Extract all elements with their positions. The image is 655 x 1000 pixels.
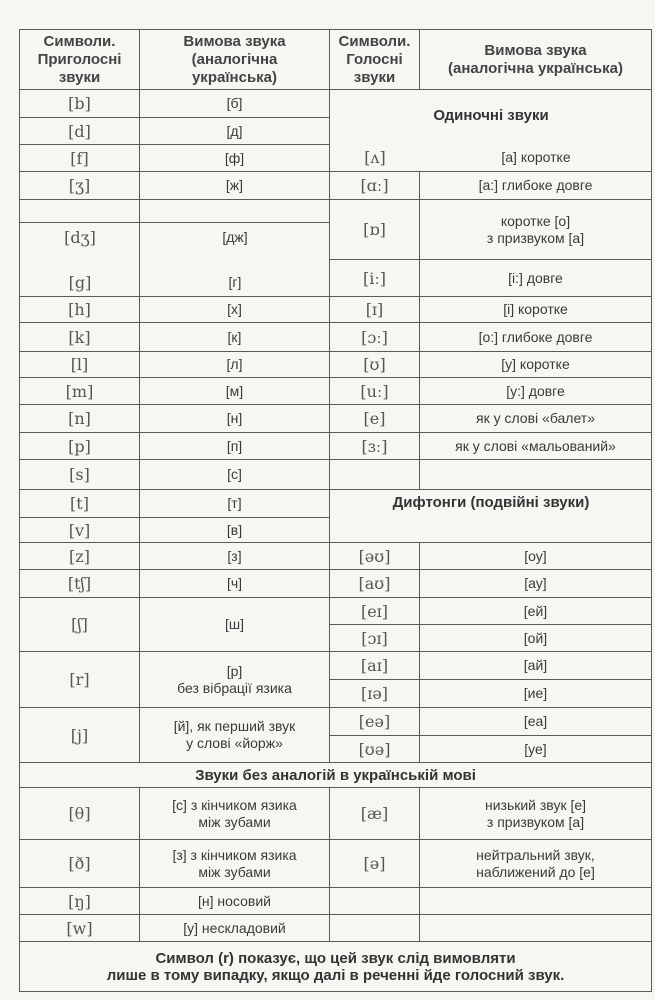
- vowel-sound: як у слові «балет»: [419, 404, 652, 433]
- consonant-symbol: [ð]: [19, 839, 140, 888]
- consonant-sound: [д]: [139, 117, 330, 145]
- consonant-symbol: [m]: [19, 377, 140, 405]
- header-consonant-symbols: Символи. Приголосні звуки: [19, 29, 140, 90]
- diphthong-symbol: [ɪə]: [329, 679, 420, 708]
- consonant-sound: [х]: [139, 296, 330, 323]
- consonant-symbol: [v]: [19, 517, 140, 543]
- vowel-symbol: [329, 914, 420, 942]
- consonant-sound: [л]: [139, 351, 330, 378]
- vowel-symbol: [ɔː]: [329, 322, 420, 352]
- consonant-sound: [дж]: [222, 229, 248, 245]
- consonant-sound: [г]: [228, 274, 242, 290]
- vowel-sound: [а:] глибоке довге: [419, 171, 652, 200]
- consonant-symbol: [t]: [19, 489, 140, 518]
- diphthong-sound: [еа]: [419, 707, 652, 736]
- vowel-symbol: [329, 887, 420, 915]
- consonant-symbol: [r]: [19, 651, 140, 708]
- consonant-sound: [м]: [139, 377, 330, 405]
- consonant-sound: [у] нескладовий: [139, 914, 330, 942]
- vowel-symbol: [iː]: [329, 259, 420, 297]
- vowel-symbol: [uː]: [329, 377, 420, 405]
- consonant-symbol: [ŋ]: [19, 887, 140, 915]
- vowel-sound: [а] коротке: [501, 149, 571, 165]
- consonant-symbol: [w]: [19, 914, 140, 942]
- diphthong-sound: [оу]: [419, 542, 652, 570]
- consonant-symbol: [n]: [19, 404, 140, 433]
- vowel-sound: [о:] глибоке довге: [419, 322, 652, 352]
- consonant-symbol: [ʃ]: [19, 597, 140, 652]
- diphthong-sound: [ие]: [419, 679, 652, 708]
- consonant-sound: [139, 199, 330, 223]
- consonant-sound: [ш]: [139, 597, 330, 652]
- diphthong-sound: [ай]: [419, 651, 652, 680]
- consonant-sound: [к]: [139, 322, 330, 352]
- consonant-symbol: [s]: [19, 459, 140, 490]
- vowel-symbol: [ɒ]: [329, 199, 420, 260]
- vowel-symbol: [329, 459, 420, 490]
- header-vowel-sound: Вимова звука (аналогічна українська): [419, 29, 652, 90]
- diphthong-symbol: [eə]: [329, 707, 420, 736]
- vowel-sound: коротке [о] з призвуком [а]: [419, 199, 652, 260]
- footer-note: Символ (r) показує, що цей звук слід вимовляти лише в тому випадку, якщо далі в реченні йде голосний звук.: [19, 941, 652, 992]
- consonant-sound: [й], як перший звук у слові «йорж»: [139, 707, 330, 763]
- consonant-symbol: [ʒ]: [19, 171, 140, 200]
- diphthong-symbol: [əʊ]: [329, 542, 420, 570]
- consonant-sound: [с]: [139, 459, 330, 490]
- section-title-single-vowels: Одиночні звуки: [433, 107, 549, 124]
- consonant-sound: [р] без вібрації язика: [139, 651, 330, 708]
- diphthong-sound: [ой]: [419, 624, 652, 652]
- vowel-sound: [у:] довге: [419, 377, 652, 405]
- vowel-sound: [у] коротке: [419, 351, 652, 378]
- diphthong-symbol: [ʊə]: [329, 735, 420, 763]
- vowel-sound: як у слові «мальований»: [419, 432, 652, 460]
- diphthong-sound: [ей]: [419, 597, 652, 625]
- vowel-symbol: [ɪ]: [329, 296, 420, 323]
- header-vowel-symbols: Символи. Голосні звуки: [329, 29, 420, 90]
- vowel-symbol: [ʊ]: [329, 351, 420, 378]
- consonant-sound: [н]: [139, 404, 330, 433]
- consonant-sound: [ж]: [139, 171, 330, 200]
- vowel-symbol: [æ]: [329, 787, 420, 840]
- consonant-symbol: [z]: [19, 542, 140, 570]
- vowel-sound: низький звук [е] з призвуком [а]: [419, 787, 652, 840]
- vowel-symbol: [ɑː]: [329, 171, 420, 200]
- consonant-symbol: [l]: [19, 351, 140, 378]
- vowel-symbol: [ɜː]: [329, 432, 420, 460]
- consonant-symbol: [f]: [19, 144, 140, 172]
- consonant-symbol: [dʒ]: [64, 228, 96, 247]
- diphthong-symbol: [aɪ]: [329, 651, 420, 680]
- section-title-diphthongs: Дифтонги (подвійні звуки): [392, 494, 590, 511]
- vowel-symbol: [ə]: [329, 839, 420, 888]
- consonant-sound: [ф]: [139, 144, 330, 172]
- consonant-symbol: [θ]: [19, 787, 140, 840]
- diphthong-sound: [уе]: [419, 735, 652, 763]
- vowel-sound: [419, 459, 652, 490]
- vowel-sound: [419, 914, 652, 942]
- header-consonant-sound: Вимова звука (аналогічна українська): [139, 29, 330, 90]
- consonant-sound: [б]: [139, 89, 330, 118]
- consonant-symbol: [g]: [68, 273, 92, 292]
- vowel-sound: [і:] довге: [419, 259, 652, 297]
- consonant-sound: [н] носовий: [139, 887, 330, 915]
- consonant-sound: [з]: [139, 542, 330, 570]
- consonant-sound: [п]: [139, 432, 330, 460]
- vowel-symbol: [ʌ]: [364, 148, 386, 167]
- consonant-sound: [в]: [139, 517, 330, 543]
- consonant-sound: [з] з кінчиком язика між зубами: [139, 839, 330, 888]
- consonant-symbol: [b]: [19, 89, 140, 118]
- vowel-sound: [419, 887, 652, 915]
- diphthong-sound: [ау]: [419, 569, 652, 598]
- consonant-symbol: [j]: [19, 707, 140, 763]
- diphthong-symbol: [ɔɪ]: [329, 624, 420, 652]
- consonant-sound: [ч]: [139, 569, 330, 598]
- consonant-symbol: [tʃ]: [19, 569, 140, 598]
- consonant-symbol: [k]: [19, 322, 140, 352]
- consonant-sound: [с] з кінчиком язика між зубами: [139, 787, 330, 840]
- diphthong-symbol: [aʊ]: [329, 569, 420, 598]
- consonant-sound: [т]: [139, 489, 330, 518]
- diphthong-symbol: [eɪ]: [329, 597, 420, 625]
- vowel-sound: нейтральний звук, наближений до [е]: [419, 839, 652, 888]
- section-title-no-analog: Звуки без аналогій в українській мові: [19, 762, 652, 788]
- vowel-sound: [і] коротке: [419, 296, 652, 323]
- consonant-symbol: [h]: [19, 296, 140, 323]
- vowel-symbol: [e]: [329, 404, 420, 433]
- consonant-symbol: [d]: [19, 117, 140, 145]
- consonant-symbol: [p]: [19, 432, 140, 460]
- consonant-symbol: [19, 199, 140, 223]
